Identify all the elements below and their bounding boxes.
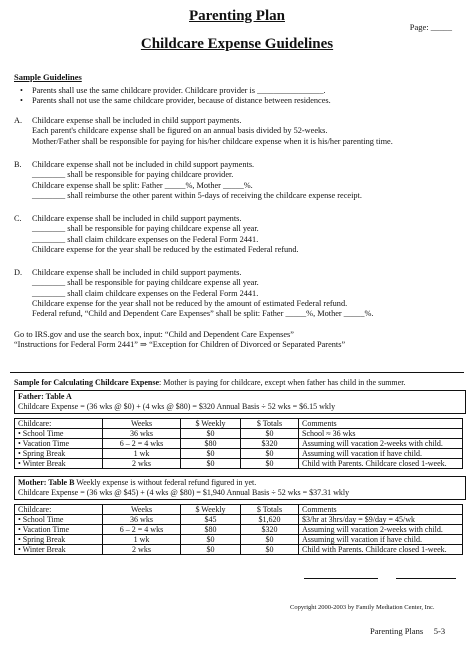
table-header-row: Childcare: Weeks $ Weekly $ Totals Comments	[15, 505, 463, 515]
section-a: A. Childcare expense shall be included in child support payments. Each parent's childcare expense shall be figured on an annual basis divided by 52-weeks. Mother/Father shall be responsible for paying for his/her childcare expense when it is his/her parenting time.	[14, 116, 393, 146]
table-header-row: Childcare: Weeks $ Weekly $ Totals Comments	[15, 419, 463, 429]
table-row: • School Time 36 wks $45 $1,620 $3/hr at 3hrs/day = $9/day = 45/wk	[15, 515, 463, 525]
mother-table-heading: Mother: Table B Weekly expense is without federal refund figured in yet.	[18, 478, 257, 487]
page-footer: Parenting Plans 5-3	[370, 626, 446, 636]
section-letter: A.	[14, 116, 23, 125]
father-table-heading: Father: Table A	[18, 392, 72, 401]
table-row: • Vacation Time 6 – 2 = 4 wks $80 $320 Assuming will vacation 2-weeks with child.	[15, 439, 463, 449]
section-b: B. Childcare expense shall not be included in child support payments. ________ shall be responsible for paying childcare provider. Childcare expense shall be split: Father _____%, Mother _____%. ________ shall reimburse the other parent within 5-days of receiving the childcare expense receipt.	[14, 160, 362, 200]
mother-table-header	[14, 476, 466, 500]
bullet-icon: •	[20, 96, 23, 106]
section-letter: C.	[14, 214, 22, 223]
copyright-notice: Copyright 2000-2003 by Family Mediation Center, Inc.	[290, 604, 435, 611]
page-number-field: Page: _____	[409, 22, 452, 32]
table-row: • School Time 36 wks $0 $0 School ≈ 36 wks	[15, 429, 463, 439]
table-row: • Spring Break 1 wk $0 $0 Assuming will vacation if have child.	[15, 535, 463, 545]
section-c: C. Childcare expense shall be included in child support payments. ________ shall be responsible for paying childcare expense all year. ________ shall claim childcare expenses on the Federal Form 2441. Childcare expense for the year shall be reduced by the estimated Federal refund.	[14, 214, 299, 254]
father-table-formula: Childcare Expense = (36 wks @ $0) + (4 wks @ $80) = $320 Annual Basis ÷ 52 wks = $6.15 wkly	[18, 402, 336, 411]
section-d: D. Childcare expense shall be included in child support payments. ________ shall be responsible for paying childcare expense all year. ________ shall claim childcare expenses on the Federal Form 2441. Childcare expense for the year shall not be reduced by the amount of estimated Federal refund. Federal refund, “Child and Dependent Care Expenses” shall be split: Father _____%, Mother _____%.	[14, 268, 374, 319]
section-letter: B.	[14, 160, 22, 169]
sample-guidelines-heading: Sample Guidelines	[14, 72, 82, 82]
mother-expense-table	[14, 504, 463, 555]
signature-line	[304, 578, 378, 579]
irs-note: Go to IRS.gov and use the search box, input: “Child and Dependent Care Expenses” “Instructions for Federal Form 2441” ⇒ “Exception for Children of Divorced or Separated Parents”	[14, 330, 346, 350]
father-expense-table	[14, 418, 463, 469]
page-title: Parenting Plan	[189, 8, 285, 24]
table-row: • Winter Break 2 wks $0 $0 Child with Parents. Childcare closed 1-week.	[15, 459, 463, 469]
list-item: • Parents shall not use the same childcare provider, because of distance between residences.	[20, 96, 331, 106]
sample-calc-title: Sample for Calculating Childcare Expense: Mother is paying for childcare, except when father has child in the summer.	[14, 378, 406, 387]
mother-table-formula: Childcare Expense = (36 wks @ $45) + (4 wks @ $80) = $1,940 Annual Basis ÷ 52 wks = $37.31 wkly	[18, 488, 350, 497]
list-item: • Parents shall use the same childcare provider. Childcare provider is ________________.	[20, 86, 326, 95]
divider	[10, 372, 464, 373]
section-letter: D.	[14, 268, 23, 277]
page-subtitle: Childcare Expense Guidelines	[140, 36, 334, 52]
bullet-icon: •	[20, 86, 23, 95]
table-row: • Spring Break 1 wk $0 $0 Assuming will vacation if have child.	[15, 449, 463, 459]
table-row: • Winter Break 2 wks $0 $0 Child with Parents. Childcare closed 1-week.	[15, 545, 463, 555]
date-line	[396, 578, 456, 579]
table-row: • Vacation Time 6 – 2 = 4 wks $80 $320 Assuming will vacation 2-weeks with child.	[15, 525, 463, 535]
guideline-bullets	[14, 86, 464, 107]
father-table-header	[14, 390, 466, 414]
